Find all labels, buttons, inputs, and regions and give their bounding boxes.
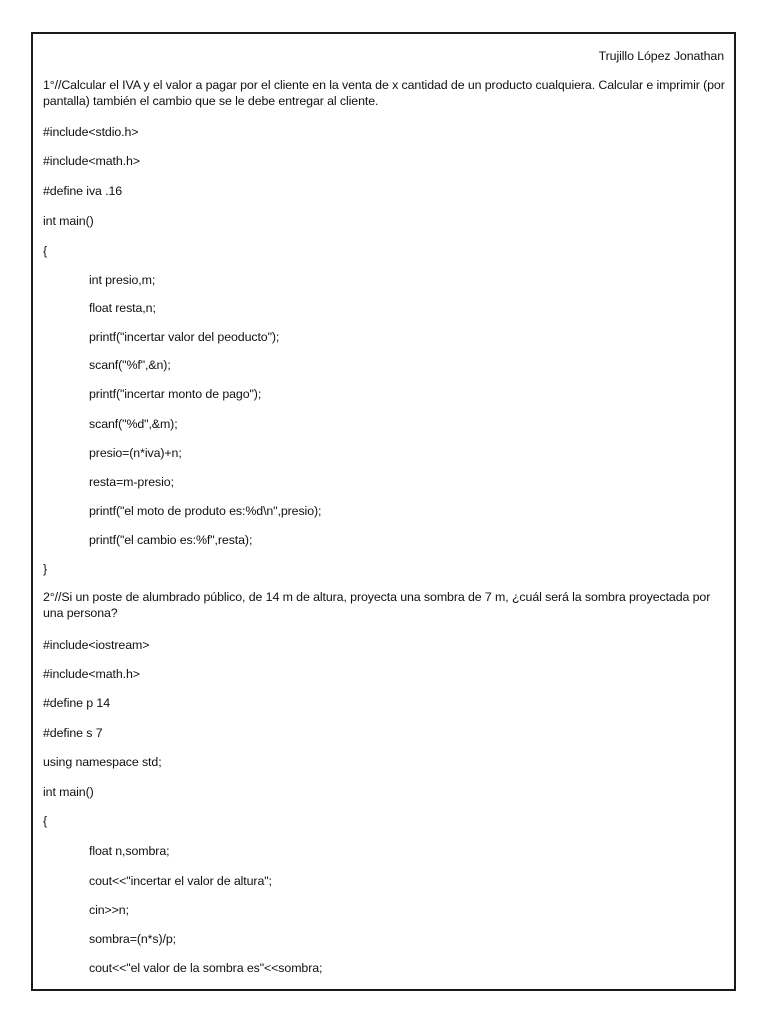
code-line: float resta,n; (89, 301, 156, 315)
code-line: sombra=(n*s)/p; (89, 932, 176, 946)
code-line: int main() (43, 214, 94, 228)
code-line: float n,sombra; (89, 844, 170, 858)
code-line: printf("el moto de produto es:%d\n",presio); (89, 504, 322, 518)
code-line: #define p 14 (43, 696, 111, 710)
code-line: #include<math.h> (43, 154, 140, 168)
code-line: printf("el cambio es:%f",resta); (89, 533, 253, 547)
code-line: cout<<"el valor de la sombra es"<<sombra; (89, 961, 323, 975)
code-line: int main() (43, 785, 94, 799)
code-line: presio=(n*iva)+n; (89, 446, 182, 460)
code-line: #define iva .16 (43, 184, 123, 198)
code-line: { (43, 814, 48, 828)
code-line: scanf("%d",&m); (89, 417, 178, 431)
exercise-2-statement: 2°//Si un poste de alumbrado público, de 14 m de altura, proyecta una sombra de 7 m, ¿cuál será la sombra proyectada por una persona? (43, 590, 711, 620)
code-line: #define s 7 (43, 726, 103, 740)
code-line: int presio,m; (89, 273, 156, 287)
code-line: printf("incertar valor del peoducto"); (89, 330, 280, 344)
code-line: printf("incertar monto de pago"); (89, 387, 262, 401)
code-line: { (43, 244, 48, 258)
author-name: Trujillo López Jonathan (598, 49, 724, 63)
exercise-1-statement: 1°//Calcular el IVA y el valor a pagar por el cliente en la venta de x cantidad de un producto cualquiera. Calcular e imprimir (por pantalla) también el cambio que se le debe entregar al cliente. (43, 78, 725, 108)
code-line: using namespace std; (43, 755, 162, 769)
code-line: #include<math.h> (43, 667, 140, 681)
code-line: scanf("%f",&n); (89, 358, 171, 372)
code-line: } (43, 562, 48, 576)
code-line: cin>>n; (89, 903, 129, 917)
code-line: #include<stdio.h> (43, 125, 139, 139)
code-line: cout<<"incertar el valor de altura"; (89, 874, 272, 888)
code-line: #include<iostream> (43, 638, 150, 652)
code-line: resta=m-presio; (89, 475, 174, 489)
